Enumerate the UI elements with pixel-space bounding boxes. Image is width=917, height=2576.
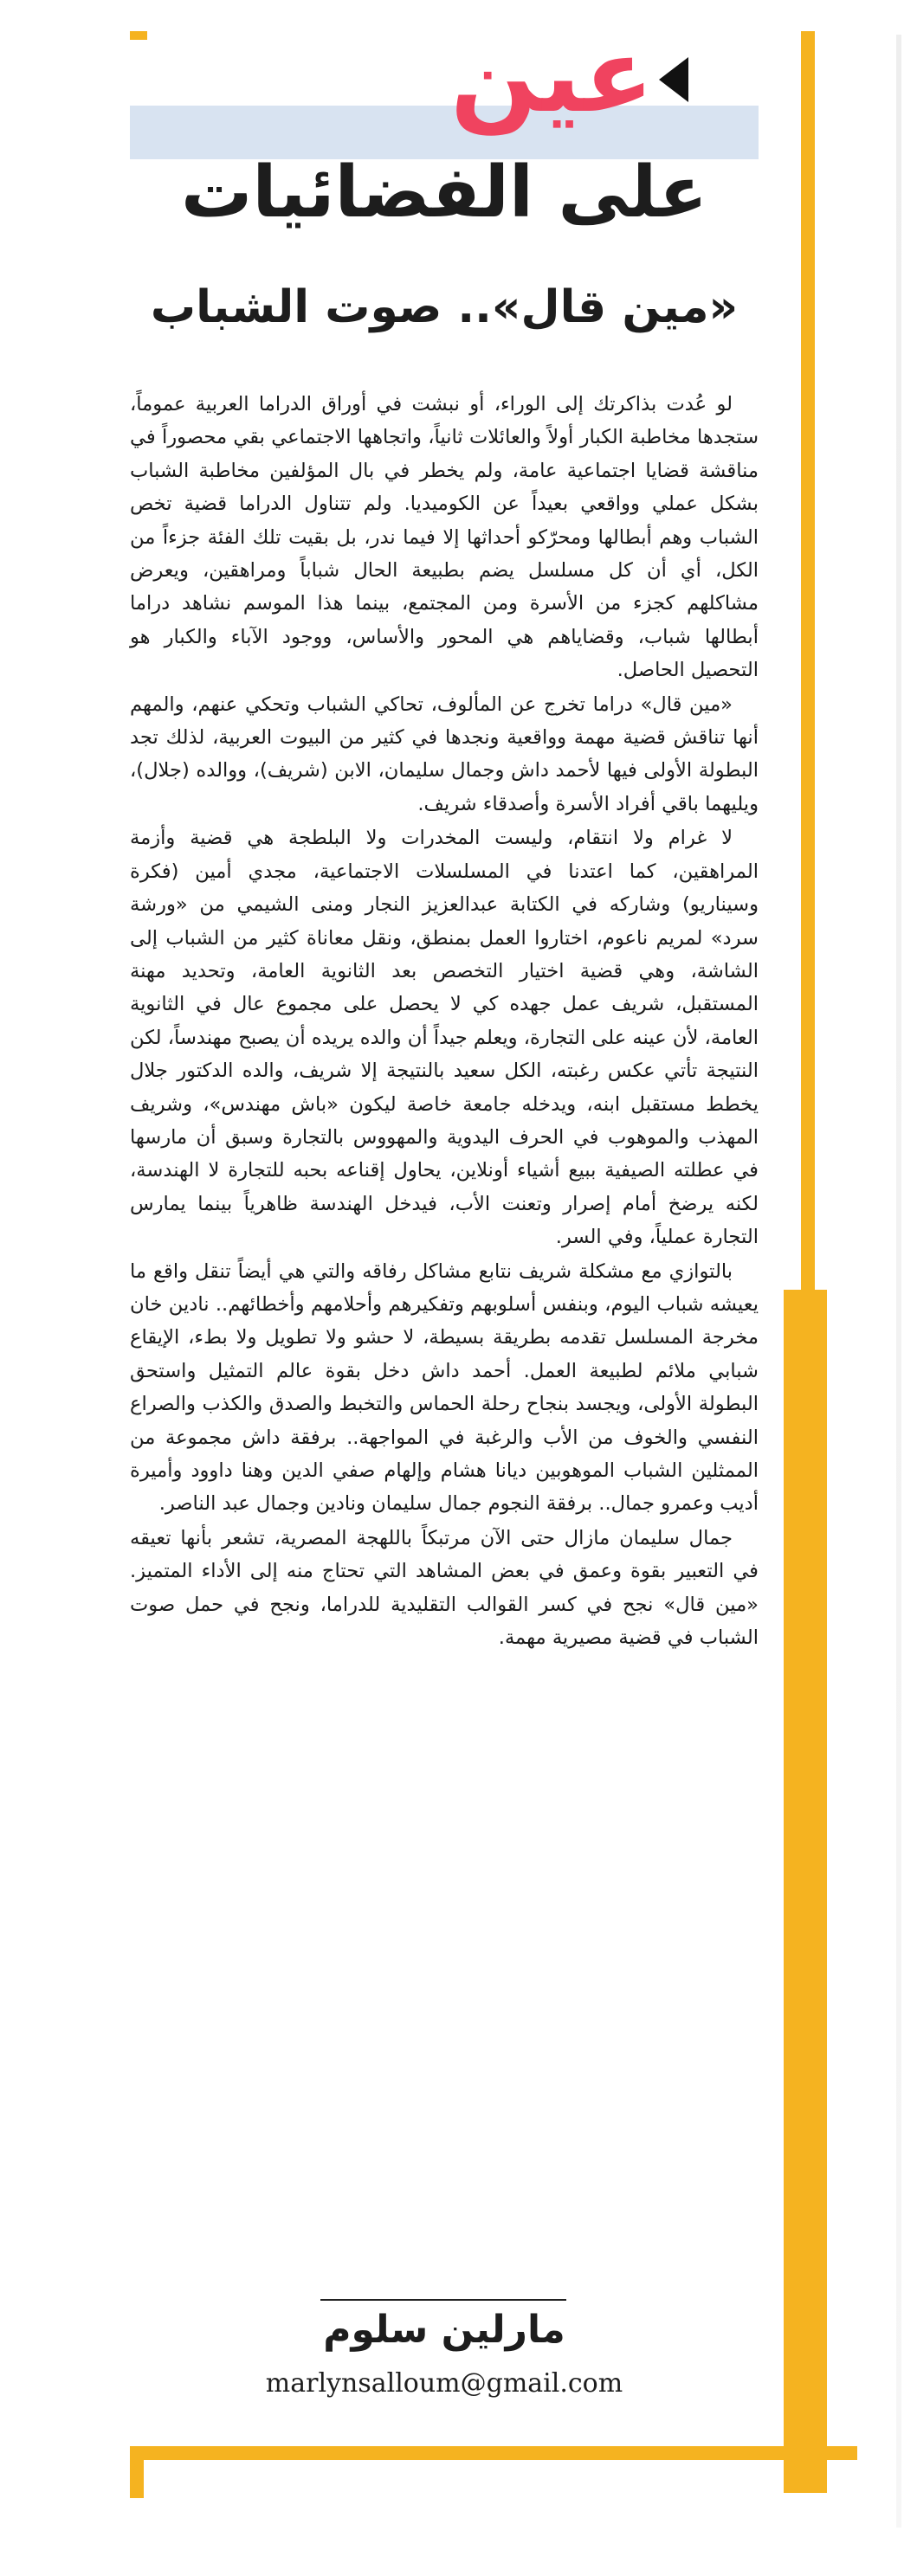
author-email[interactable]: marlynsalloum@gmail.com	[265, 2368, 623, 2399]
logo-word: عين	[450, 16, 654, 135]
section-title: على الفضائيات	[181, 151, 707, 234]
yellow-rail-bottom	[130, 2446, 857, 2460]
yellow-rail-right-bottom	[784, 1290, 827, 2493]
article-paragraph-2: «مين قال» دراما تخرج عن المألوف، تحاكي الشباب وتحكي عنهم، والمهم أنها تناقش قضية مهمة وواقعية ونجدها في كثير من البيوت العربية، لذلك تجد البطولة الأولى فيها لأحمد داش وجمال سليمان، الابن (شريف)، ووالده (جلال)، ويليهما باقي أفراد الأسرة وأصدقاء شريف.	[130, 692, 759, 815]
play-triangle-icon	[659, 57, 688, 102]
page-edge-shadow	[896, 35, 901, 2528]
yellow-rail-top-tick	[130, 31, 147, 40]
article-headline: «مين قال».. صوت الشباب	[150, 281, 739, 333]
article-paragraph-1: لو عُدت بذاكرتك إلى الوراء، أو نبشت في أوراق الدراما العربية عموماً، ستجدها مخاطبة الكبار أولاً والعائلات ثانياً، واتجاهها الاجتماعي بقي محصوراً في مناقشة قضايا اجتماعية عامة، ولم يخطر في بال المؤلفين مخاطبة الشباب بشكل عملي وواقعي بعيداً عن الكوميديا. ولم تتناول الدراما قضية تخص الشباب وهم أبطالها ومحرّكو أحداثها إلا فيما ندر، بل بقيت تلك الفئة جزءاً من الكل، أي أن كل مسلسل يضم بطبيعة الحال شباباً ومراهقين، ويعرض مشاكلهم كجزء من الأسرة ومن المجتمع، بينما هذا الموسم نشاهد دراما أبطالها شباب، وقضاياهم هي المحور والأساس، ووجود الآباء والكبار هو التحصيل الحاصل.	[130, 393, 759, 682]
byline-divider	[320, 2299, 566, 2301]
article-paragraph-5: جمال سليمان مازال حتى الآن مرتبكاً باللهجة المصرية، تشعر بأنها تعيقه في التعبير بقوة وعمق في بعض المشاهد التي تحتاج منه إلى الأداء المتميز. «مين قال» نجح في كسر القوالب التقليدية للدراما، ونجح في حمل صوت الشباب في قضية مصيرية مهمة.	[130, 1526, 759, 1650]
article-paragraph-3: لا غرام ولا انتقام، وليست المخدرات ولا البلطجة هي قضية وأزمة المراهقين، كما اعتدنا في المسلسلات الاجتماعية، مجدي أمين (فكرة وسيناريو) وشاركه في الكتابة عبدالعزيز النجار ومنى الشيمي من «ورشة سرد» لمريم ناعوم، اختاروا العمل بمنطق، ونقل معاناة كثير من الشباب إلى الشاشة، وهي قضية اختيار التخصص بعد الثانوية العامة، وتحديد مهنة المستقبل، شريف عمل جهده كي لا يحصل على مجموع عال في الثانوية العامة، لأن عينه على التجارة، ويعلم جيداً أن والده يريده أن يصبح مهندساً، لكن النتيجة تأتي عكس رغبته، الكل سعيد بالنتيجة إلا شريف، والده الدكتور جلال يخطط مستقبل ابنه، ويدخله جامعة خاصة ليكون «باش مهندس»، وشريف المهذب والموهوب في الحرف اليدوية والمهووس بالتجارة وسبق أن مارسها في عطلته الصيفية ببيع أشياء أونلاين، يحاول إقناعه بحبه للتجارة لا الهندسة، لكنه يرضخ أمام إصرار وتعنت الأب، فيدخل الهندسة ظاهرياً بينما يمارس التجارة عملياً، وفي السر.	[130, 827, 759, 1249]
column-logo	[450, 16, 745, 135]
author-name: مارلين سلوم	[323, 2308, 565, 2352]
article-body	[130, 388, 759, 1654]
yellow-rail-left-bottom	[130, 2446, 144, 2498]
yellow-rail-right-top	[801, 31, 815, 1295]
article-paragraph-4: بالتوازي مع مشكلة شريف نتابع مشاكل رفاقه والتي هي أيضاً تنقل واقع ما يعيشه شباب اليوم، وبنفس أسلوبهم وتفكيرهم وأحلامهم وأخطائهم.. نادين خان مخرجة المسلسل تقدمه بطريقة بسيطة، لا حشو ولا تطويل ولا بطء، الإيقاع شبابي ملائم لطبيعة العمل. أحمد داش دخل بقوة عالم التمثيل واستحق البطولة الأولى، ويجسد بنجاح رحلة الحماس والتخبط والصدق والكذب والصراع النفسي والخوف من الأب والرغبة في المواجهة.. برفقة داش مجموعة من الممثلين الشباب الموهوبين ديانا هشام وإلهام صفي الدين وهنا داوود وأميرة أديب وعمرو جمال.. برفقة النجوم جمال سليمان ونادين وجمال عبد الناصر.	[130, 1259, 759, 1516]
